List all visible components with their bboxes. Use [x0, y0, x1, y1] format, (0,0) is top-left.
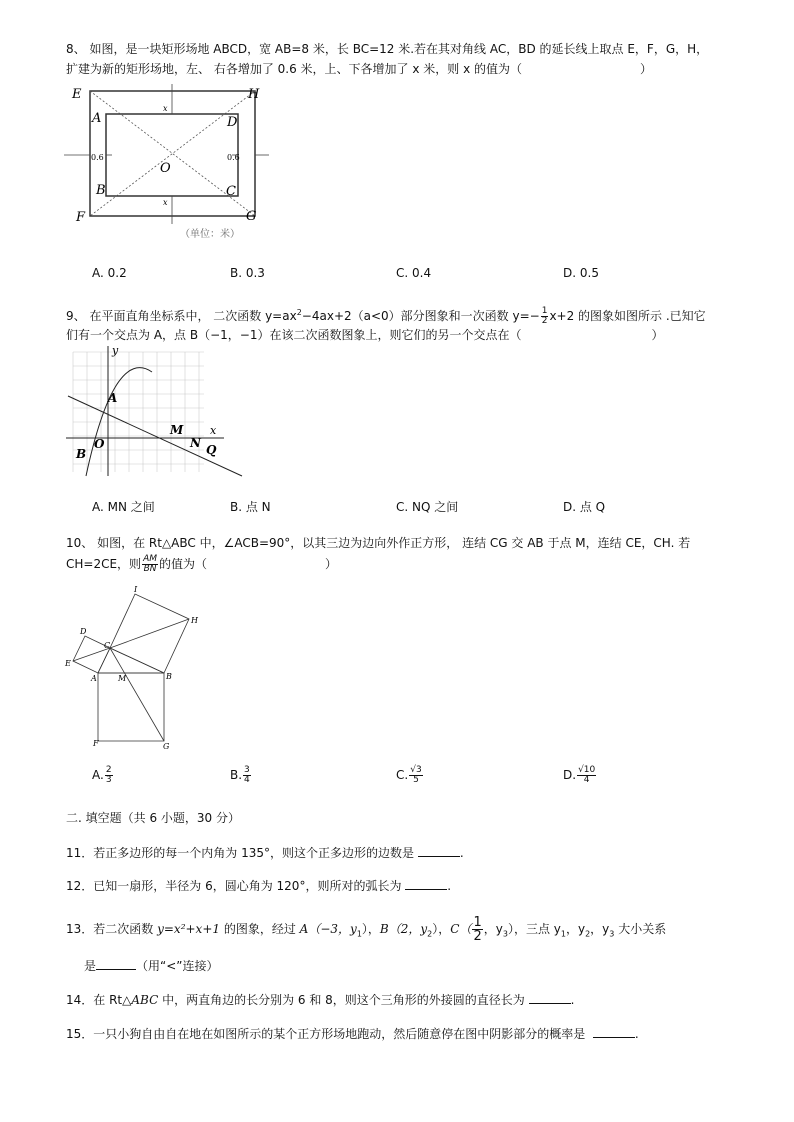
- q10-label-C: C: [104, 641, 111, 650]
- q10-label-E: E: [65, 659, 71, 668]
- q9-close-paren: ）: [651, 328, 664, 342]
- q9-option-d[interactable]: D. 点 Q: [563, 500, 606, 514]
- q10-option-d[interactable]: D. $\frac{√10}{4}$: [563, 765, 596, 785]
- q10-fraction: $\frac{AM}{BN}$: [143, 554, 157, 574]
- q9-fraction: $\frac{1}{2}$: [541, 306, 548, 326]
- q9-label-A: A: [108, 391, 118, 405]
- q8-label-H: H: [248, 87, 260, 102]
- q8-option-a[interactable]: A. 0.2: [92, 266, 127, 280]
- q8-label-B: B: [96, 183, 106, 198]
- q8-option-d[interactable]: D. 0.5: [563, 266, 599, 280]
- q8-label-D: D: [227, 115, 238, 130]
- q9-line2: 们有一个交点为 A，点 B（−1，−1）在该二次函数图象上，则它们的另一个交点在（ ）: [66, 328, 664, 342]
- q8-label-E: E: [72, 87, 82, 102]
- q9-label-x: x: [210, 424, 217, 437]
- q10-label-H: H: [191, 616, 198, 625]
- q9-line1: 9、 在平面直角坐标系中， 二次函数 $y=ax^2-4ax+2(a<0)$部分图象和一次函数 y=− $\frac{1}{2}$ x+2 的图象如图所示 .已知它: [66, 306, 706, 326]
- q10-line2: CH=2CE，则 $\frac{AM}{BN}$ 的值为（ ）: [66, 554, 338, 574]
- q10-square-ab: [98, 673, 164, 741]
- q9-label-M: M: [170, 423, 184, 437]
- q12-answer-blank[interactable]: [405, 877, 447, 890]
- q13-line2: 是 （用“<”连接）: [84, 959, 219, 973]
- q12: 12．已知一扇形，半径为 6，圆心角为 120°，则所对的弧长为 .: [66, 879, 452, 893]
- q10-line1: 10、 如图，在 Rt△ABC 中，∠ACB=90°，以其三边为边向外作正方形， 连结 CG 交 AB 于点 M，连结 CE，CH. 若: [66, 536, 691, 550]
- q11: 11．若正多边形的每一个内角为 135°，则这个正多边形的边数是 .: [66, 846, 464, 860]
- q10-close-paren: ）: [325, 557, 338, 571]
- q13-function: y=x²+x+1: [157, 922, 221, 936]
- q9-option-b[interactable]: B. 点 N: [230, 500, 271, 514]
- q8-label-A: A: [92, 111, 102, 126]
- q8-close-paren: ）: [640, 62, 653, 76]
- q8-line2-text: 扩建为新的矩形场地，左、 右各增加了 0.6 米，上、下各增加了 x 米，则 x 的值为（: [66, 62, 522, 76]
- q10-label-G: G: [163, 742, 170, 751]
- q9-label-B: B: [76, 447, 87, 461]
- q9-label-N: N: [190, 436, 201, 450]
- q8-label-x-bottom: x: [163, 198, 168, 207]
- q8-label-F: F: [76, 210, 86, 225]
- q10-label-D: D: [80, 627, 87, 636]
- q10-label-I: I: [134, 586, 138, 594]
- q9-grid: [73, 352, 204, 472]
- q8-line2: [66, 59, 652, 79]
- q9-label-y: y: [112, 344, 119, 357]
- q10-label-B: B: [166, 672, 172, 681]
- q8-figure: [64, 84, 274, 244]
- q13-answer-blank[interactable]: [96, 957, 136, 970]
- q14-answer-blank[interactable]: [529, 991, 571, 1004]
- q10-label-F: F: [93, 739, 99, 748]
- q8-label-x-top: x: [163, 104, 168, 113]
- q8-inner-rect: [106, 114, 238, 196]
- q15: 15．一只小狗自由自在地在如图所示的某个正方形场地跑动，然后随意停在图中阴影部分的概率是 .: [66, 1027, 639, 1041]
- q10-label-M: M: [118, 674, 127, 683]
- section-2-heading: 二. 填空题（共 6 小题，30 分）: [66, 811, 240, 825]
- q9-option-c[interactable]: C. NQ 之间: [396, 500, 459, 514]
- q8-label-O: O: [160, 161, 171, 176]
- q10-option-a[interactable]: A. $\frac{2}{3}$: [92, 765, 112, 785]
- q9-option-a[interactable]: A. MN 之间: [92, 500, 155, 514]
- q10-figure: [62, 586, 212, 752]
- q11-answer-blank[interactable]: [418, 844, 460, 857]
- q9-label-O: O: [94, 437, 105, 451]
- q15-answer-blank[interactable]: [593, 1025, 635, 1038]
- q8-line1: 8、 如图，是一块矩形场地 ABCD，宽 AB=8 米，长 BC=12 米.若在其对角线 AC，BD 的延长线上取点 E，F，G，H，: [66, 42, 709, 56]
- q8-unit: （单位：米）: [180, 229, 240, 240]
- q8-label-G: G: [246, 209, 257, 224]
- q10-segment-cg: [110, 648, 164, 741]
- q9-label-Q: Q: [206, 443, 217, 457]
- q9-figure: [64, 344, 248, 482]
- q8-label-C: C: [226, 184, 236, 199]
- q10-label-A: A: [91, 674, 97, 683]
- q8-option-c[interactable]: C. 0.4: [396, 266, 432, 280]
- q8-label-left: 0.6: [91, 153, 104, 162]
- q13-line1: 13．若二次函数 y=x²+x+1 的图象，经过 A（−3，$y_1$），B（2，$y_2$），C（ $\frac{1}{2}$ ，$y_3$），三点 $y_1$，$y_2$，$y_3$ 大小关系: [66, 915, 667, 944]
- q8-option-b[interactable]: B. 0.3: [230, 266, 265, 280]
- q8-label-right: 0.6: [227, 153, 240, 162]
- q14: 14．在 Rt△ABC 中，两直角边的长分别为 6 和 8，则这个三角形的外接圆的直径长为 .: [66, 993, 575, 1007]
- q10-option-c[interactable]: C. $\frac{√3}{5}$: [396, 765, 422, 785]
- q10-option-b[interactable]: B. $\frac{3}{4}$: [230, 765, 250, 785]
